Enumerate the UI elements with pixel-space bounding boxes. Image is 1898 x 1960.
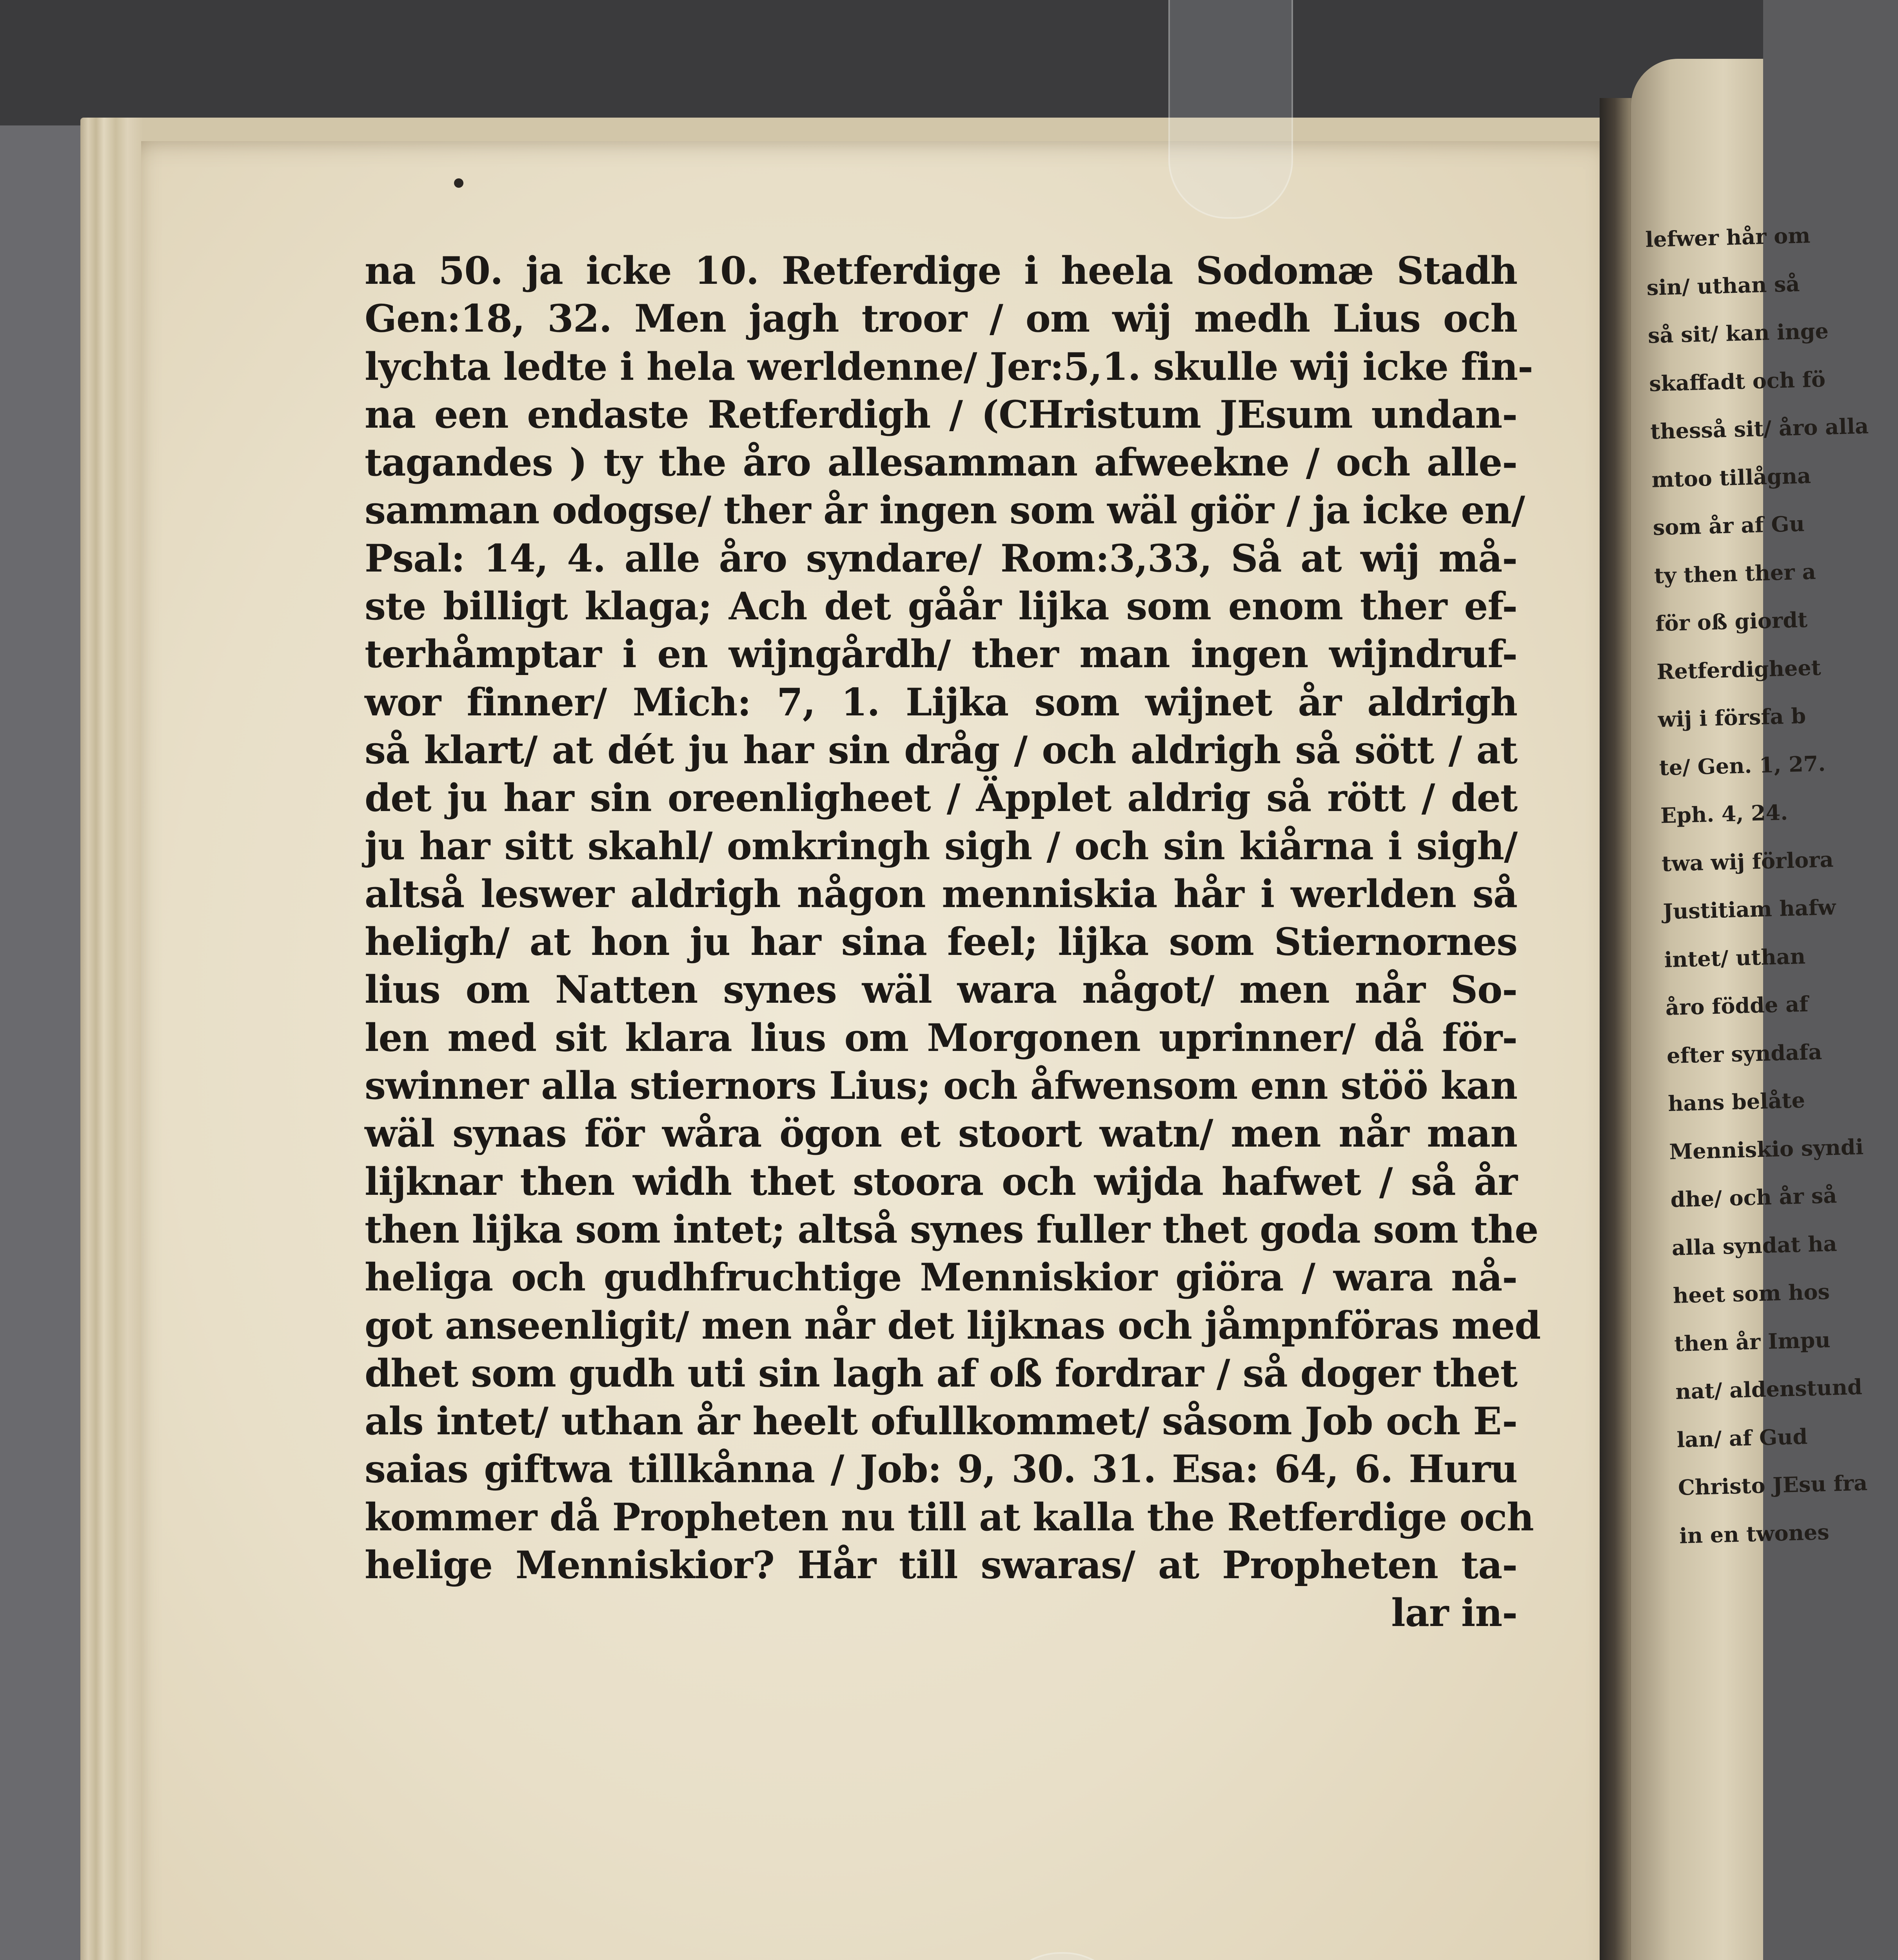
- text-line: så klart/ at dét ju har sin dråg / och aldrigh så sött / at: [365, 728, 1517, 772]
- text-line: lychta ledte i hela werldenne/ Jer:5,1. skulle wij icke fin-: [365, 344, 1533, 389]
- facing-line: hans belåte: [1667, 1087, 1805, 1116]
- text-line: saias giftwa tillkånna / Job: 9, 30. 31. Esa: 64, 6. Huru: [365, 1447, 1517, 1492]
- text-line: kommer då Propheten nu till at kalla the Retferdige och: [365, 1495, 1534, 1539]
- facing-line: nat/ aldenstund: [1675, 1374, 1863, 1404]
- facing-line: lefwer hår om: [1645, 222, 1811, 252]
- facing-line: wij i försfa b: [1657, 703, 1806, 732]
- text-line: Psal: 14, 4. alle åro syndare/ Rom:3,33, Så at wij må-: [365, 536, 1517, 581]
- text-line: len med sit klara lius om Morgonen uprinner/ då för-: [365, 1015, 1517, 1060]
- facing-line: then år Impu: [1674, 1327, 1831, 1356]
- text-line: Gen:18, 32. Men jagh troor / om wij medh Lius och: [365, 296, 1517, 341]
- facing-line: dhe/ och år så: [1670, 1183, 1837, 1212]
- text-line: wäl synas för wåra ögon et stoort watn/ men når man: [365, 1111, 1517, 1156]
- facing-line: Justitiam hafw: [1662, 894, 1836, 924]
- facing-line: twa wij förlora: [1661, 846, 1834, 876]
- facing-line: te/ Gen. 1, 27.: [1659, 750, 1826, 780]
- facing-line: heet som hos: [1673, 1279, 1830, 1308]
- text-line: got anseenligit/ men når det lijknas och jåmpnföras med: [365, 1303, 1541, 1348]
- ink-dot: [454, 178, 463, 188]
- facing-line: skaffadt och fö: [1649, 366, 1826, 396]
- facing-line: åro födde af: [1665, 991, 1809, 1020]
- facing-line: lan/ af Gud: [1676, 1423, 1808, 1452]
- text-line: na een endaste Retferdigh / (CHristum JEsum undan-: [365, 392, 1517, 437]
- page-text: [365, 247, 1541, 1637]
- text-line: na 50. ja icke 10. Retferdige i heela Sodomæ Stadh: [365, 249, 1517, 293]
- text-line: samman odogse/ ther år ingen som wäl giör / ja icke en/: [365, 488, 1525, 533]
- text-line: lijknar then widh thet stoora och wijda hafwet / så år: [365, 1159, 1517, 1204]
- text-line: helige Menniskior? Hår till swaras/ at Propheten ta-: [365, 1543, 1517, 1588]
- text-line: swinner alla stiernors Lius; och åfwensom enn stöö kan: [365, 1063, 1517, 1108]
- facing-line: efter syndafa: [1666, 1039, 1822, 1068]
- text-line: dhet som gudh uti sin lagh af oß fordrar / så doger thet: [365, 1351, 1517, 1396]
- text-line: wor finner/ Mich: 7, 1. Lijka som wijnet år aldrigh: [365, 680, 1517, 724]
- facing-line: Christo JEsu fra: [1678, 1470, 1868, 1500]
- facing-line: Eph. 4, 24.: [1660, 799, 1788, 828]
- facing-line: intet/ uthan: [1664, 943, 1806, 972]
- text-line: then lijka som intet; altså synes fuller thet goda som the: [365, 1207, 1538, 1252]
- facing-line: alla syndat ha: [1671, 1230, 1838, 1260]
- facing-line: för oß giordt: [1655, 607, 1808, 636]
- catchword: lar in-: [1391, 1591, 1517, 1635]
- text-line: lius om Natten synes wäl wara något/ men når So-: [365, 967, 1517, 1012]
- facing-line: Menniskio syndi: [1669, 1134, 1864, 1164]
- text-line: altså leswer aldrigh någon menniskia hår i werlden så: [365, 871, 1517, 916]
- facing-line: sin/ uthan så: [1646, 271, 1800, 300]
- facing-line: ty then ther a: [1654, 559, 1816, 588]
- page-clip-top: [1168, 0, 1293, 219]
- text-line: det ju har sin oreenligheet / Äpplet aldrig så rött / det: [365, 776, 1517, 820]
- facing-line: thesså sit/ åro alla: [1650, 413, 1869, 444]
- facing-line: så sit/ kan inge: [1647, 318, 1829, 348]
- text-line: tagandes ) ty the åro allesamman afweekne / och alle-: [365, 440, 1517, 485]
- text-line: terhåmptar i en wijngårdh/ ther man ingen wijndruf-: [365, 632, 1517, 677]
- facing-line: Retferdigheet: [1656, 655, 1822, 684]
- facing-line: mtoo tillågna: [1651, 463, 1811, 492]
- facing-line: in en twones: [1679, 1519, 1830, 1548]
- text-line: als intet/ uthan år heelt ofullkommet/ såsom Job och E-: [365, 1399, 1517, 1444]
- text-line: heliga och gudhfruchtige Menniskior giöra / wara nå-: [365, 1255, 1517, 1300]
- text-line: ju har sitt skahl/ omkringh sigh / och sin kiårna i sigh/: [365, 824, 1517, 868]
- facing-line: som år af Gu: [1652, 511, 1805, 540]
- text-line: ste billigt klaga; Ach det gåår lijka som enom ther ef-: [365, 584, 1517, 629]
- text-line: heligh/ at hon ju har sina feel; lijka som Stiernornes: [365, 920, 1517, 964]
